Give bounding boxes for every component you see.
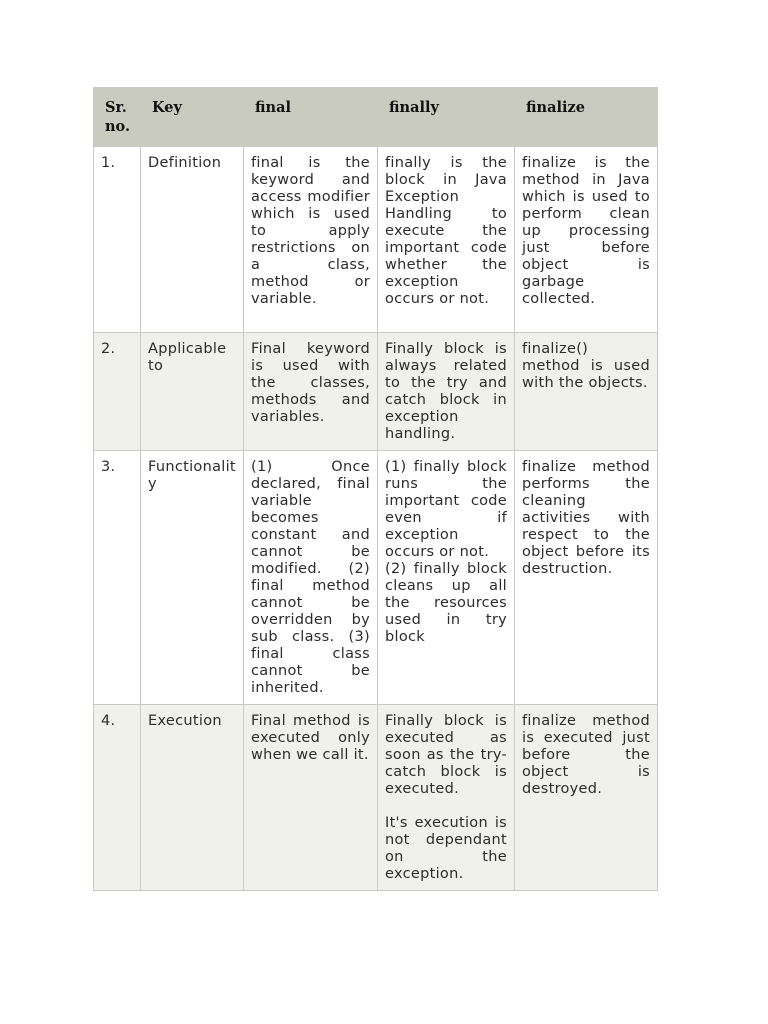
finally-para-2: It's execution is not dependant on the exception. [385, 815, 507, 882]
cell-finalize: finalize is the method in Java which is used to perform clean up processing just before object is garbage collected. [515, 147, 658, 333]
comparison-table [93, 87, 658, 891]
cell-final: Final keyword is used with the classes, methods and variables. [244, 333, 378, 451]
header-final: final [244, 88, 378, 147]
paragraph-gap [385, 798, 507, 815]
key-label: Applicable to [148, 341, 227, 374]
finally-para-1: (1) finally block runs the important code even if exception occurs or not. [385, 459, 507, 560]
cell-sr: 2. [94, 333, 141, 451]
cell-sr: 3. [94, 451, 141, 705]
cell-finally [378, 705, 515, 891]
header-finally: finally [378, 88, 515, 147]
cell-final: final is the keyword and access modifier which is used to apply restrictions on a class, method or variable. [244, 147, 378, 333]
table-row-applicable-to [94, 333, 658, 451]
header-key: Key [141, 88, 244, 147]
header-sr-no: Sr. no. [94, 88, 141, 147]
cell-sr: 1. [94, 147, 141, 333]
table-row-functionality [94, 451, 658, 705]
table-row-definition [94, 147, 658, 333]
key-label: Functionality [148, 459, 236, 492]
finally-para-2: (2) finally block cleans up all the resources used in try block [385, 561, 507, 645]
cell-key [141, 451, 244, 705]
key-label: Definition [148, 155, 222, 171]
cell-key [141, 705, 244, 891]
key-label: Execution [148, 713, 222, 729]
cell-finally: Finally block is always related to the try and catch block in exception handling. [378, 333, 515, 451]
cell-final: Final method is executed only when we call it. [244, 705, 378, 891]
cell-key [141, 333, 244, 451]
cell-finalize: finalize() method is used with the objects. [515, 333, 658, 451]
table-row-execution [94, 705, 658, 891]
cell-sr: 4. [94, 705, 141, 891]
cell-final: (1) Once declared, final variable becomes constant and cannot be modified. (2) final method cannot be overridden by sub class. (3) final class cannot be inherited. [244, 451, 378, 705]
cell-finally [378, 451, 515, 705]
cell-finalize: finalize method performs the cleaning activities with respect to the object before its destruction. [515, 451, 658, 705]
header-finalize: finalize [515, 88, 658, 147]
cell-key [141, 147, 244, 333]
finally-para-1: Finally block is executed as soon as the try-catch block is executed. [385, 713, 507, 797]
cell-finalize: finalize method is executed just before the object is destroyed. [515, 705, 658, 891]
header-row [94, 88, 658, 147]
cell-finally: finally is the block in Java Exception Handling to execute the important code whether the exception occurs or not. [378, 147, 515, 333]
